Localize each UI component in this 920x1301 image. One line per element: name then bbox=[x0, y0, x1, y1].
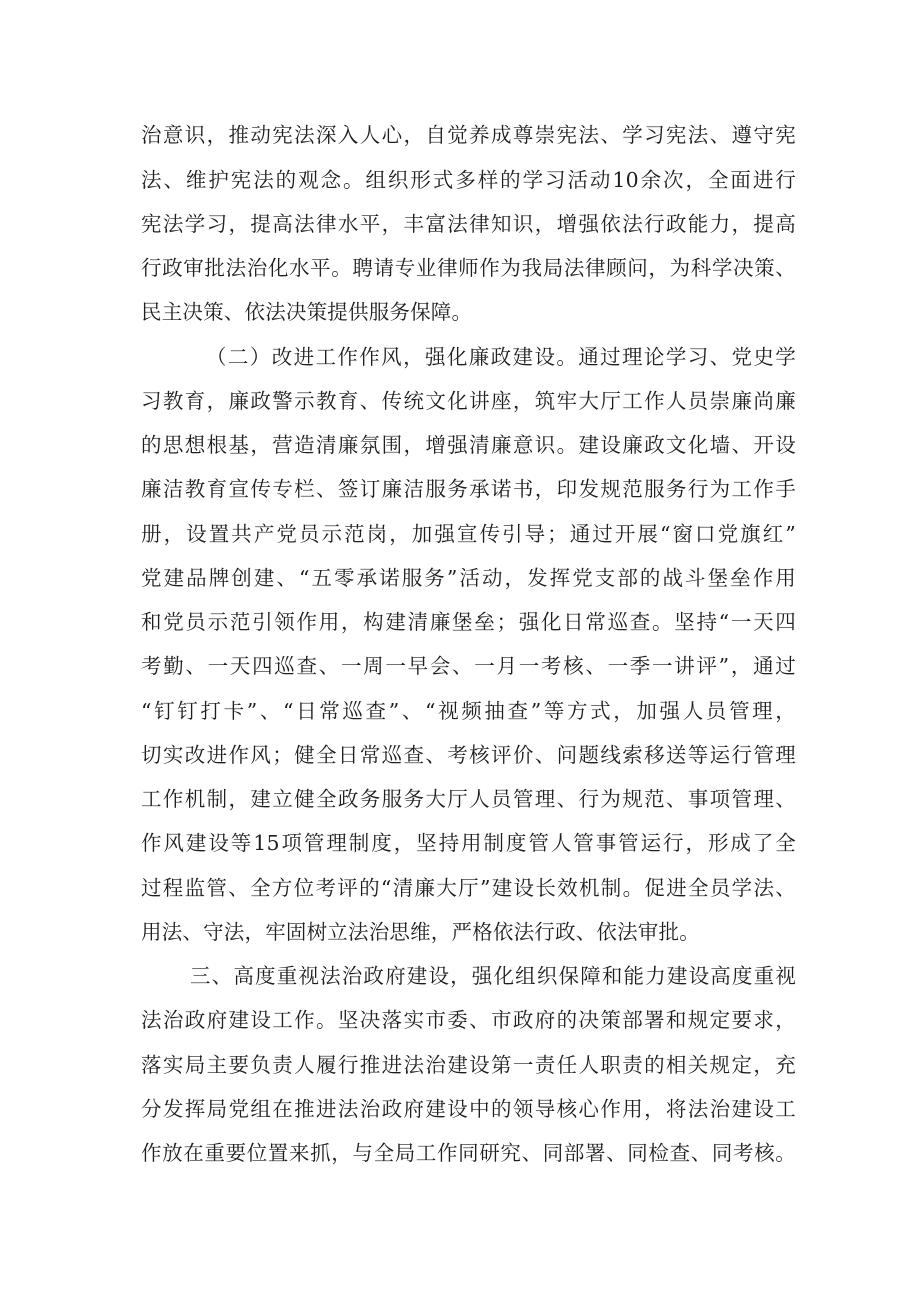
text-line: “钉钉打卡”、“日常巡查”、“视频抽查”等方式，加强人员管理， bbox=[141, 699, 796, 723]
section-heading-line: 三、高度重视法治政府建设，强化组织保障和能力建设高度重视 bbox=[190, 964, 796, 988]
text-line: 习教育，廉政警示教育、传统文化讲座，筑牢大厅工作人员崇廉尚廉 bbox=[141, 389, 796, 413]
text-line: 廉洁教育宣传专栏、签订廉洁服务承诺书，印发规范服务行为工作手 bbox=[141, 477, 796, 501]
text-line: 宪法学习，提高法律水平，丰富法律知识，增强依法行政能力，提高 bbox=[141, 212, 796, 236]
text-line: 用法、守法，牢固树立法治思维，严格依法行政、依法审批。 bbox=[141, 920, 700, 944]
text-line: 分发挥局党组在推进法治政府建设中的领导核心作用，将法治建设工 bbox=[141, 1097, 796, 1121]
text-line: 切实改进作风；健全日常巡查、考核评价、问题线索移送等运行管理 bbox=[141, 743, 796, 767]
text-line: 落实局主要负责人履行推进法治建设第一责任人职责的相关规定，充 bbox=[141, 1053, 796, 1077]
section-heading-line: （二）改进工作作风，强化廉政建设。通过理论学习、党史学 bbox=[206, 345, 796, 369]
text-line: 作风建设等15项管理制度，坚持用制度管人管事管运行，形成了全 bbox=[141, 831, 796, 855]
text-line: 法、维护宪法的观念。组织形式多样的学习活动10余次，全面进行 bbox=[141, 168, 796, 192]
text-line: 作放在重要位置来抓，与全局工作同研究、同部署、同检查、同考核。 bbox=[141, 1141, 796, 1165]
text-line: 过程监管、全方位考评的“清廉大厅”建设长效机制。促进全员学法、 bbox=[141, 876, 796, 900]
text-line: 民主决策、依法决策提供服务保障。 bbox=[141, 300, 473, 324]
text-line: 党建品牌创建、“五零承诺服务”活动，发挥党支部的战斗堡垒作用 bbox=[141, 566, 796, 590]
text-line: 治意识，推动宪法深入人心，自觉养成尊崇宪法、学习宪法、遵守宪 bbox=[141, 123, 796, 147]
text-line: 的思想根基，营造清廉氛围，增强清廉意识。建设廉政文化墙、开设 bbox=[141, 433, 796, 457]
text-line: 考勤、一天四巡查、一周一早会、一月一考核、一季一讲评”，通过 bbox=[141, 654, 796, 678]
text-line: 工作机制，建立健全政务服务大厅人员管理、行为规范、事项管理、 bbox=[141, 787, 796, 811]
text-line: 册，设置共产党员示范岗，加强宣传引导；通过开展“窗口党旗红” bbox=[141, 522, 796, 546]
text-line: 法治政府建设工作。坚决落实市委、市政府的决策部署和规定要求， bbox=[141, 1008, 796, 1032]
text-line: 和党员示范引领作用，构建清廉堡垒；强化日常巡查。坚持“一天四 bbox=[141, 610, 796, 634]
text-line: 行政审批法治化水平。聘请专业律师作为我局法律顾问，为科学决策、 bbox=[141, 256, 796, 280]
